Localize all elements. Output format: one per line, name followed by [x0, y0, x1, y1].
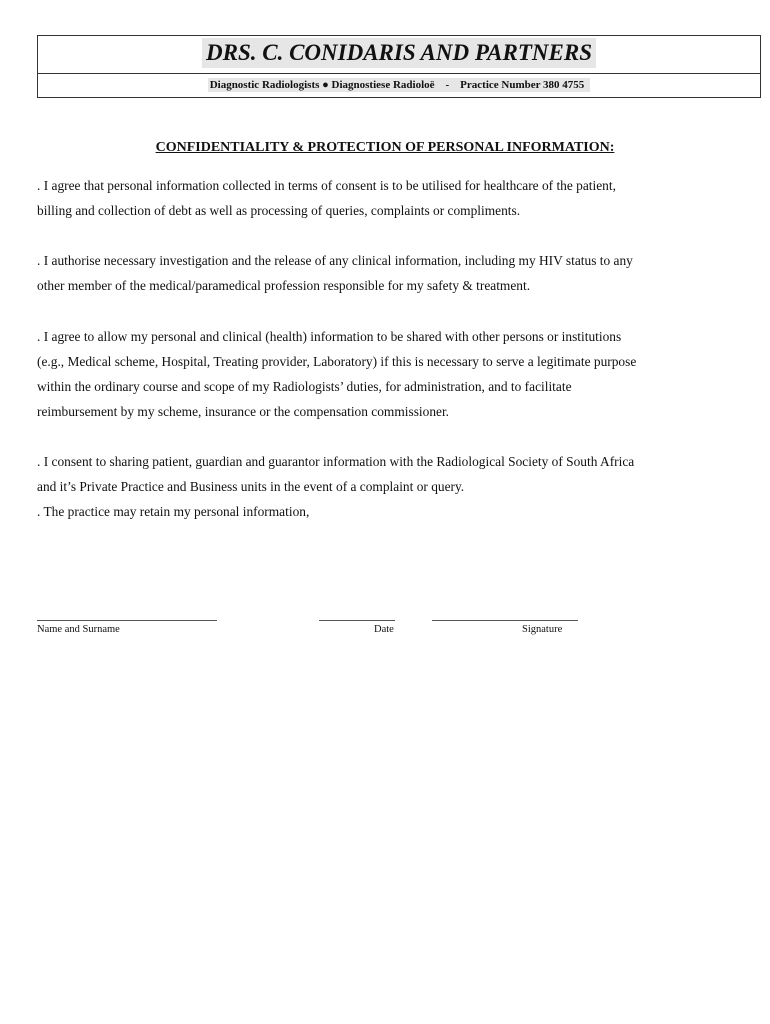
paragraph-line: (e.g., Medical scheme, Hospital, Treating provider, Laboratory) if this is necessary to serve a legitimate purpose — [37, 354, 637, 369]
section-heading: CONFIDENTIALITY & PROTECTION OF PERSONAL INFORMATION: — [155, 140, 615, 155]
paragraph-consent-sharing — [37, 449, 737, 524]
paragraph-line: other member of the medical/paramedical profession responsible for my safety & treatment. — [37, 278, 531, 293]
paragraph-line: billing and collection of debt as well as processing of queries, complaints or compliments. — [37, 203, 521, 218]
paragraph-line: . I authorise necessary investigation and the release of any clinical information, including my HIV status to any — [37, 253, 633, 268]
date-signature-line[interactable] — [319, 620, 395, 621]
paragraph-consent-use — [37, 173, 737, 223]
paragraph-line: . I consent to sharing patient, guardian and guarantor information with the Radiological Society of South Africa — [37, 454, 635, 469]
letterhead-subtitle-row — [38, 74, 760, 98]
date-label: Date — [374, 624, 394, 635]
paragraph-line: reimbursement by my scheme, insurance or the compensation commissioner. — [37, 404, 450, 419]
practice-name: DRS. C. CONIDARIS AND PARTNERS — [202, 38, 596, 68]
paragraph-authorise-release — [37, 248, 737, 298]
signature-label: Signature — [522, 624, 563, 635]
name-and-surname-label: Name and Surname — [37, 624, 120, 635]
paragraph-line: and it’s Private Practice and Business units in the event of a complaint or query. — [37, 479, 465, 494]
letterhead — [37, 35, 761, 98]
paragraph-line: . I agree to allow my personal and clinical (health) information to be shared with other persons or institutions — [37, 329, 622, 344]
letterhead-title-row — [38, 36, 760, 74]
name-signature-line[interactable] — [37, 620, 217, 621]
paragraph-line: within the ordinary course and scope of my Radiologists’ duties, for administration, and to facilitate — [37, 379, 572, 394]
paragraph-line: . I agree that personal information collected in terms of consent is to be utilised for healthcare of the patient, — [37, 178, 616, 193]
paragraph-information-sharing — [37, 324, 737, 424]
practice-subtitle: Diagnostic Radiologists ● Diagnostiese Radioloë - Practice Number 380 4755 — [208, 78, 591, 92]
paragraph-line: . The practice may retain my personal information, — [37, 504, 310, 519]
signature-line[interactable] — [432, 620, 578, 621]
